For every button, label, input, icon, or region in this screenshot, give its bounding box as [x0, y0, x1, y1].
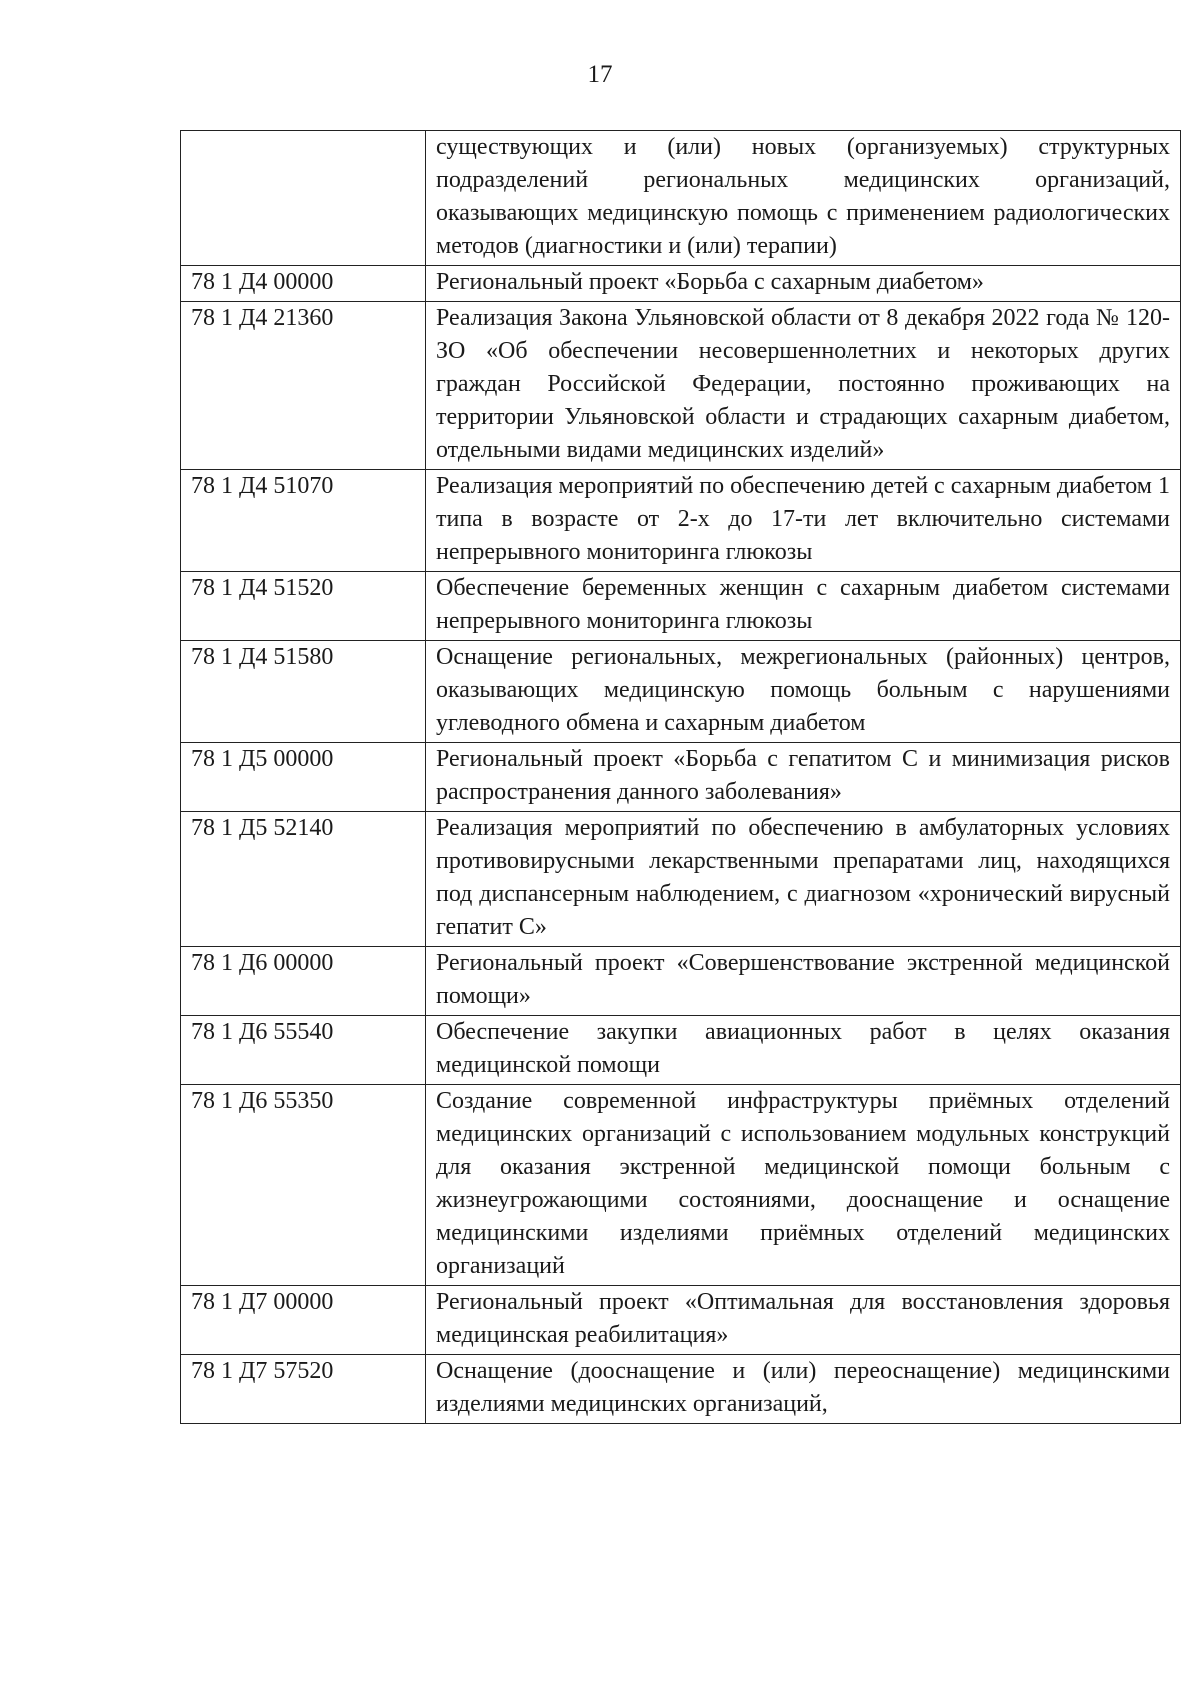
row-code: 78 1 Д6 55540: [181, 1016, 426, 1085]
row-description: Реализация мероприятий по обеспечению детей с сахарным диабетом 1 типа в возрасте от 2-х до 17-ти лет включительно системами непрерывного мониторинга глюкозы: [426, 470, 1181, 572]
row-description: Региональный проект «Оптимальная для восстановления здоровья медицинская реабилитация»: [426, 1286, 1181, 1355]
table-row: [181, 302, 1181, 470]
row-description: Оснащение региональных, межрегиональных (районных) центров, оказывающих медицинскую помощь больным с нарушениями углеводного обмена и сахарным диабетом: [426, 641, 1181, 743]
row-code: 78 1 Д4 00000: [181, 266, 426, 302]
row-code: 78 1 Д6 00000: [181, 947, 426, 1016]
row-code: 78 1 Д7 00000: [181, 1286, 426, 1355]
row-description: существующих и (или) новых (организуемых) структурных подразделений региональных медицинских организаций, оказывающих медицинскую помощь с применением радиологических методов (диагностики и (или) терапии): [426, 131, 1181, 266]
table-row: [181, 947, 1181, 1016]
row-description: Создание современной инфраструктуры приёмных отделений медицинских организаций с использованием модульных конструкций для оказания экстренной медицинской помощи больным с жизнеугрожающими состояниями, дооснащение и оснащение медицинскими изделиями приёмных отделений медицинских организаций: [426, 1085, 1181, 1286]
table-row: [181, 1085, 1181, 1286]
table-row: [181, 812, 1181, 947]
table-row: [181, 1016, 1181, 1085]
table-row: [181, 1286, 1181, 1355]
row-description: Региональный проект «Борьба с гепатитом С и минимизация рисков распространения данного заболевания»: [426, 743, 1181, 812]
table-row: [181, 572, 1181, 641]
budget-classification-table: [180, 130, 1181, 1424]
page-number: 17: [587, 61, 613, 88]
row-code: 78 1 Д7 57520: [181, 1355, 426, 1424]
table-row: [181, 266, 1181, 302]
table-row: [181, 743, 1181, 812]
row-code: 78 1 Д4 51580: [181, 641, 426, 743]
row-description: Обеспечение беременных женщин с сахарным диабетом системами непрерывного мониторинга глюкозы: [426, 572, 1181, 641]
row-code: 78 1 Д6 55350: [181, 1085, 426, 1286]
row-description: Реализация Закона Ульяновской области от 8 декабря 2022 года № 120-ЗО «Об обеспечении несовершеннолетних и некоторых других граждан Российской Федерации, постоянно проживающих на территории Ульяновской области и страдающих сахарным диабетом, отдельными видами медицинских изделий»: [426, 302, 1181, 470]
row-description: Региональный проект «Совершенствование экстренной медицинской помощи»: [426, 947, 1181, 1016]
row-description: Обеспечение закупки авиационных работ в целях оказания медицинской помощи: [426, 1016, 1181, 1085]
row-code: 78 1 Д4 51070: [181, 470, 426, 572]
table-row: [181, 131, 1181, 266]
row-code: 78 1 Д5 00000: [181, 743, 426, 812]
row-description: Реализация мероприятий по обеспечению в амбулаторных условиях противовирусными лекарственными препаратами лиц, находящихся под диспансерным наблюдением, с диагнозом «хронический вирусный гепатит С»: [426, 812, 1181, 947]
row-code: 78 1 Д4 51520: [181, 572, 426, 641]
row-code: 78 1 Д5 52140: [181, 812, 426, 947]
row-code: [181, 131, 426, 266]
row-code: 78 1 Д4 21360: [181, 302, 426, 470]
table-row: [181, 641, 1181, 743]
table-row: [181, 470, 1181, 572]
row-description: Региональный проект «Борьба с сахарным диабетом»: [426, 266, 1181, 302]
row-description: Оснащение (дооснащение и (или) переоснащение) медицинскими изделиями медицинских организаций,: [426, 1355, 1181, 1424]
table-row: [181, 1355, 1181, 1424]
